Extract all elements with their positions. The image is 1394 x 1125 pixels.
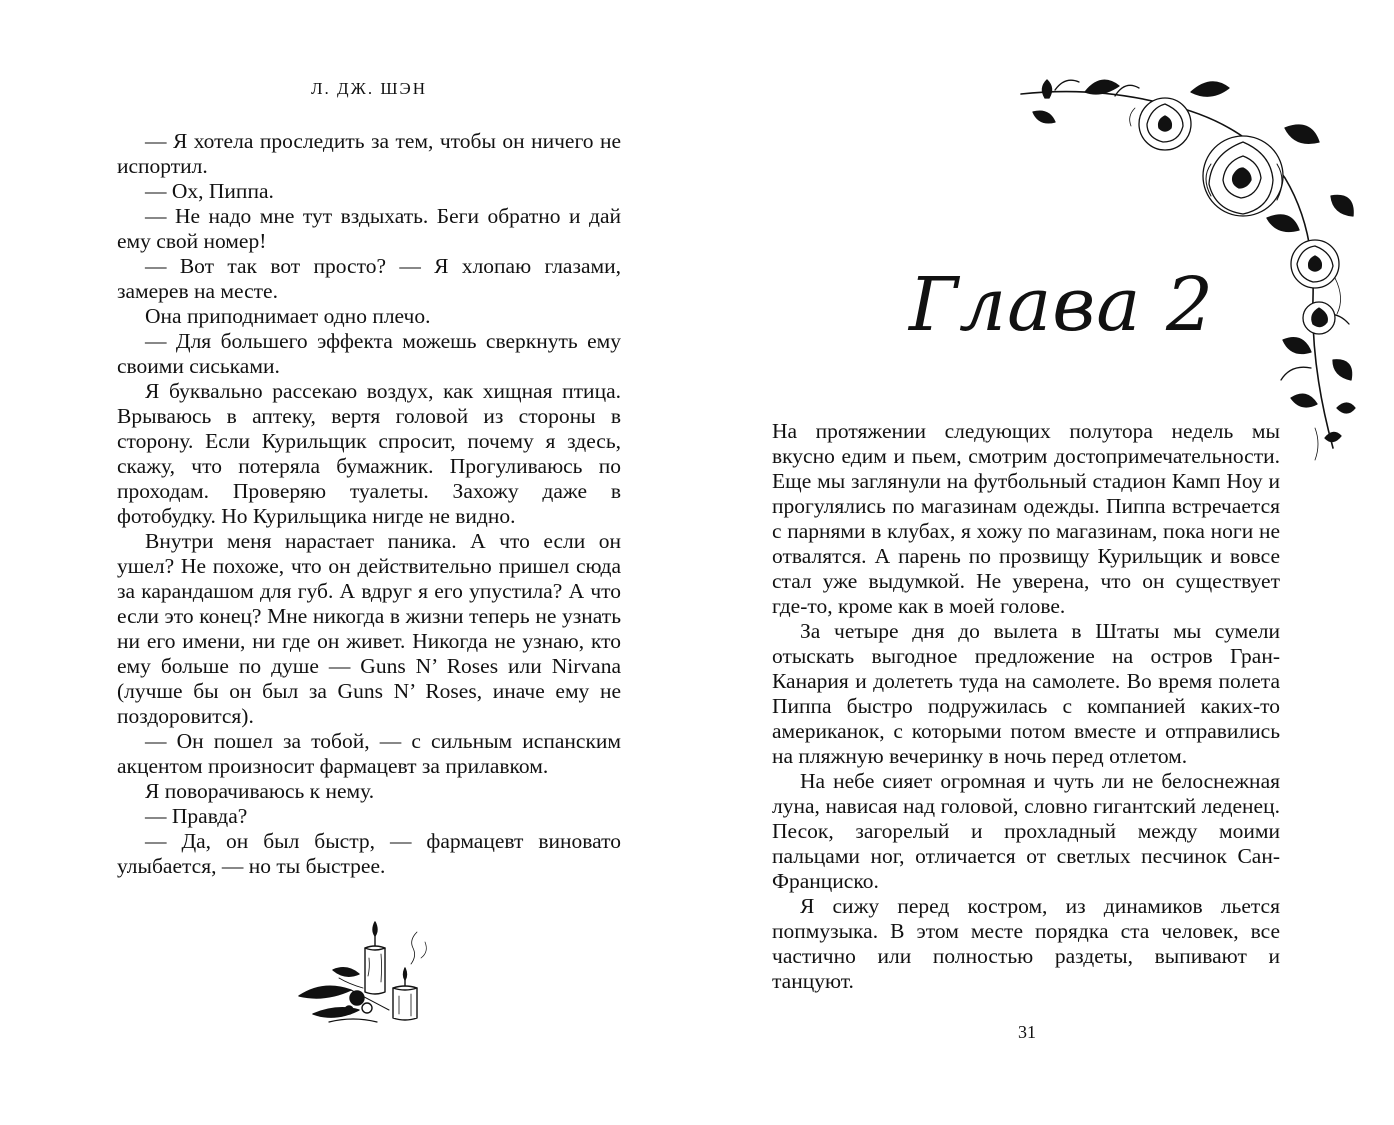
right-page <box>697 0 1394 1125</box>
left-paragraph-12: — Да, он был быстр, — фармацевт виновато улыбается, — но ты быстрее. <box>117 829 621 878</box>
right-paragraph-3: На небе сияет огромная и чуть ли не белоснежная луна, нависая над головой, словно гигантский леденец. Песок, загорелый и прохладный между моими пальцами ног, отличается от светлых песчинок Сан-Франциско. <box>772 769 1280 893</box>
left-paragraph-5: Она приподнимает одно плечо. <box>145 304 431 328</box>
left-text-block <box>117 129 621 879</box>
candles-illustration-icon <box>293 918 443 1028</box>
left-paragraph-9: — Он пошел за тобой, — с сильным испанским акцентом произносит фармацевт за прилавком. <box>117 729 621 778</box>
right-paragraph-1: На протяжении следующих полутора недель мы вкусно едим и пьем, смотрим достопримечательности. Еще мы заглянули на футбольный стадион Камп Ноу и прогулялись по магазинам одежды. Пиппа встречается с парнями в клубах, я хожу по магазинам, пока ноги не отвалятся. А парень по прозвищу Курильщик и вовсе стал уже выдумкой. Не уверена, что он существует где-то, кроме как в моей голове. <box>772 419 1280 618</box>
left-paragraph-11: — Правда? <box>145 804 248 828</box>
left-paragraph-8: Внутри меня нарастает паника. А что если он ушел? Не похоже, что он действительно пришел сюда за карандашом для губ. А вдруг я его упустила? А что если это конец? Мне никогда в жизни теперь не узнать ни его имени, ни где он живет. Никогда не узнаю, кто ему больше по душе — Guns N’ Roses или Nirvana (лучше бы он был за Guns N’ Roses, иначе ему не поздоровится). <box>117 529 621 728</box>
left-paragraph-4: — Вот так вот просто? — Я хлопаю глазами, замерев на месте. <box>117 254 621 303</box>
running-head: Л. ДЖ. ШЭН <box>310 79 427 98</box>
page-number: 31 <box>1018 1022 1036 1042</box>
left-paragraph-6: — Для большего эффекта можешь сверкнуть ему своими сиськами. <box>117 329 621 378</box>
left-paragraph-7: Я буквально рассекаю воздух, как хищная птица. Врываюсь в аптеку, вертя головой из стороны в сторону. Если Курильщик спросит, почему я здесь, скажу, что потеряла бумажник. Прогуливаюсь по проходам. Проверяю туалеты. Захожу даже в фотобудку. Но Курильщика нигде не видно. <box>117 379 621 528</box>
left-paragraph-10: Я поворачиваюсь к нему. <box>145 779 375 803</box>
right-text-block <box>772 419 1280 994</box>
left-paragraph-2: — Ох, Пиппа. <box>145 179 274 203</box>
right-paragraph-4: Я сижу перед костром, из динамиков льется попмузыка. В этом месте порядка ста человек, все частично или полностью раздеты, выпивают и танцуют. <box>772 894 1280 993</box>
left-paragraph-1: — Я хотела проследить за тем, чтобы он ничего не испортил. <box>117 129 621 178</box>
right-paragraph-2: За четыре дня до вылета в Штаты мы сумели отыскать выгодное предложение на остров Гран-Канария и долететь туда на самолете. Во время полета Пиппа быстро подружилась с компанией каких-то американок, с которыми потом вместе и отправились на пляжную вечеринку в ночь перед отлетом. <box>772 619 1280 768</box>
chapter-title: Глава 2 <box>909 262 1215 348</box>
left-paragraph-3: — Не надо мне тут вздыхать. Беги обратно и дай ему свой номер! <box>117 204 621 253</box>
